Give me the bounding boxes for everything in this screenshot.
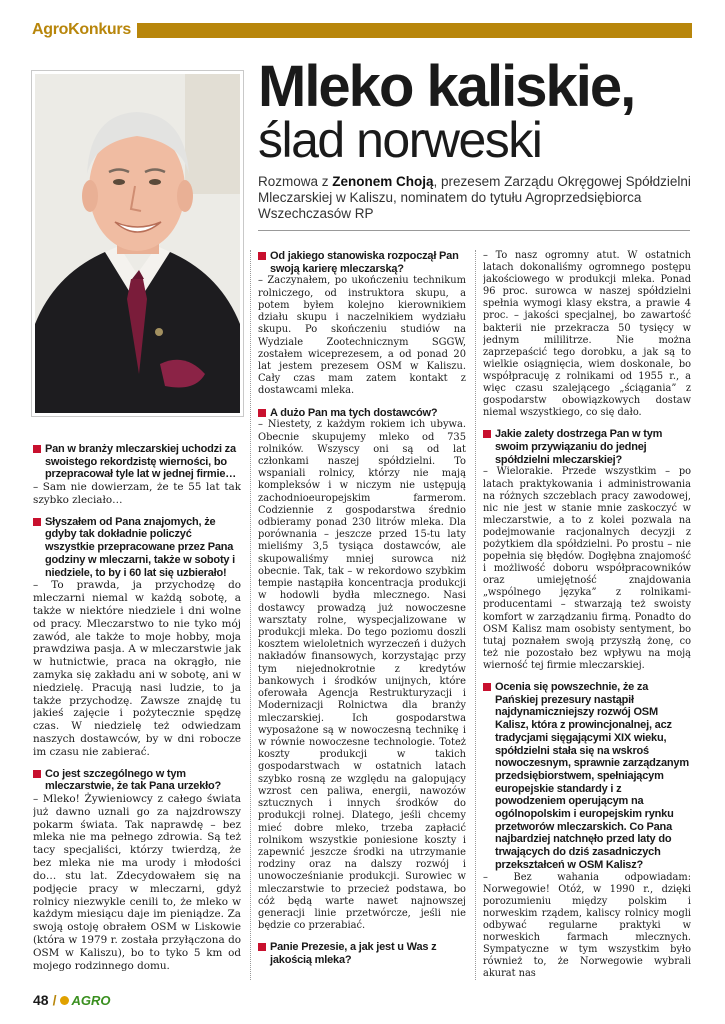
interview-answer: – Niestety, z każdym rokiem ich ubywa. Obecnie skupujemy mleko od 735 rolników. Wszyscy oni są od lat członkami naszej spółdzielni. To wspaniali rolnicy, którzy nie mają kompleksów i w niczym nie ustępują zachodnioeuropejskim farmerom. Codziennie z gospodarstwa średnio odbieramy ponad 230 litrów mleka. Dla porównania – jeszcze przed 15-tu laty mieliśmy 3,5 tysiąca dostawców, ale skupowaliśmy mniej surowca niż obecnie. Tak, tak – w rekordowo szybkim tempie nastąpiła koncentracja produkcji w hodowli bydła mlecznego. Nasi dostawcy prowadzą już nowoczesne warsztaty rolne, wyspecjalizowane w produkcji mleka. Do tego poziomu doszli kosztem wieloletnich wyrzeczeń i dużych nakładów finansowych, korzystając przy tym niejednokrotnie z kredytów bankowych i środków unijnych, które oferowała Agencja Restrukturyzacji i Modernizacji Rolnictwa dla branży mleczarskiej. Ich gospodarstwa wyposażone są w nowoczesną technikę i w równie nowoczesne technologie. Toteż koszty produkcji w takich gospodarstwach w ostatnich latach szybko rosną ze względu na galopujący wzrost cen paliwa, energii, nawozów sztucznych i innych środków do produkcji rolnej. Dlatego, jeśli chcemy mieć dobre mleko, trzeba zapłacić rolnikom wszystkie poniesione koszty i zapewnić jeszcze środki na utrzymanie rodziny oraz na dalszy rozwój i unowocześnianie produkcji. Surowiec w mleczarstwie to przecież podstawa, bo cóż będą warte nawet najnowszej generacji linie przetwórcze, jeśli nie będzie co przerabiać. [258, 419, 466, 932]
interview-question [483, 428, 691, 466]
interviewee-name: Zenonem Choją [332, 174, 434, 189]
interview-question [33, 768, 241, 793]
question-text: Co jest szczególnego w tym mleczarstwie, że tak Pana urzekło? [45, 767, 221, 793]
question-bullet-icon [258, 943, 266, 951]
question-bullet-icon [483, 683, 491, 691]
question-text: Jakie zalety dostrzega Pan w tym swoim przywiązaniu do jednej spółdzielni mleczarskiej? [495, 428, 663, 466]
question-bullet-icon [483, 430, 491, 438]
article-column-2 [258, 250, 466, 980]
magazine-logo [60, 993, 110, 1008]
interview-question [33, 443, 241, 481]
interview-answer: – Bez wahania odpowiadam: Norwegowie! Otóż, w 1990 r., dzięki porozumieniu między polskim i norweskim rządem, kaliscy rolnicy mogli odbywać regularne praktyki w norweskich farmach mlecznych. Sympatyczne w tym wszystkim było również to, że Norwegowie wybrali akurat nas [483, 871, 691, 980]
question-text: Słyszałem od Pana znajomych, że gdyby tak dokładnie policzyć wszystkie przepracowane przez Pana godziny w mleczarni, także w soboty i niedziele, to by i 60 lat się uzbierało! [45, 515, 236, 579]
interview-answer: – Wielorakie. Przede wszystkim – po latach praktykowania i administrowania na różnych szczeblach pracy zawodowej, nic nie jest w stanie mnie zaskoczyć w mleczarstwie, a to z kolei pozwala na podejmowanie racjonalnych decyzji z pożytkiem dla spółdzielni. Po prostu – nie popełnia się błędów. Dogłębna znajomość i możliwość doboru współpracowników oraz umiejętność znajdowania „wspólnego języka” z rolnikami-producentami – stwarzają też swoisty komfort w zarządzaniu firmą. Ponadto do OSM Kalisz mam osobisty sentyment, bo tutaj poznałem swoją przyszłą żonę, co też nie pozostało bez wpływu na moją wierność tej firmie mleczarskiej. [483, 466, 691, 671]
question-text: Pan w branży mleczarskiej uchodzi za swoistego rekordzistę wierności, bo przepracował tyle lat w jednej firmie… [45, 443, 237, 481]
question-bullet-icon [258, 409, 266, 417]
page-footer [33, 992, 110, 1008]
section-header [32, 20, 692, 40]
lead-suffix: , prezesem Zarządu Okręgowej Spółdzielni Mleczarskiej w Kaliszu, nominatem do tytułu Agroprzedsiębiorca Wszechczasów RP [258, 174, 691, 221]
interview-question [33, 516, 241, 580]
portrait-illustration [35, 74, 240, 413]
question-bullet-icon [33, 770, 41, 778]
question-text: Od jakiego stanowiska rozpoczął Pan swoją karierę mleczarską? [270, 250, 459, 275]
article-column-1 [33, 443, 241, 981]
interview-question [258, 941, 466, 966]
interview-answer: – Mleko! Żywieniowcy z całego świata już dawno uznali go za najzdrowszy pokarm świata. Tak naprawdę – bez mleka nie ma pełnego zdrowia. Są też tacy specjaliści, którzy twierdzą, że bez mleka nie ma urody i młodości do… stu lat. Zdecydowałem się na podjęcie pracy w mleczarni, gdyż rolnicy niezwykle cenili to, że mleko w każdym miesiącu daje im pieniądze. Za swoją ostoję obrałem OSM w Liskowie (która w 1979 r. została przyłączona do OSM w Kaliszu), bo to tyko 5 km od mojego rodzinnego domu. [33, 793, 241, 972]
logo-dot-icon [60, 996, 69, 1005]
question-bullet-icon [33, 518, 41, 526]
section-title: AgroKonkurs [32, 21, 131, 38]
section-bar [137, 23, 692, 38]
headline-line-2: ślad norweski [258, 112, 542, 168]
headline-line-1: Mleko kaliskie, [258, 54, 635, 119]
question-bullet-icon [33, 445, 41, 453]
question-text: Panie Prezesie, a jak jest u Was z jakością mleka? [270, 941, 437, 967]
interview-question [258, 250, 466, 275]
interview-answer: – To prawda, ja przychodzę do mleczarni niemal w każdą sobotę, a także w niektóre niedziele i dni wolne od pracy. Mleczarstwo to nie tyko mój zawód, ale także to moje hobby, moja prawdziwa pasja. A w mleczarstwie jak w hutnictwie, praca na okrągło, nie zamyka się zakładu ani w sobotę, ani w niedzielę. Pracują nasi ludzie, to ja także przychodzę. Zawsze znajdę tu jakieś zajęcie i pożytecznie spędzę czas. W niedzielę też odwiedzam naszych dostawców, by w dni robocze im czasu nie zabierać. [33, 579, 241, 758]
question-bullet-icon [258, 252, 266, 260]
interview-answer: – To nasz ogromny atut. W ostatnich latach dokonaliśmy ogromnego postępu jakościowego w produkcji mleka. Ponad 96 proc. surowca w naszej spółdzielni spełnia wymogi klasy ekstra, a prawie 4 proc. – jakości specjalnej, bo zawartość bakterii nie przekracza 50 tysięcy w jednym mililitrze. Nie można zaprzepaścić tego dorobku, a jak są to wielkie osiągnięcia, wiem doskonale, bo współpracuję z rolnikami od 1955 r., a więc czasu szalejącego „ściągania” z gospodarstw obowiązkowych dostaw niemal wszystkiego, co się dało. [483, 250, 691, 419]
question-text: Ocenia się powszechnie, że za Pańskiej prezesury nastąpił najdynamiczniejszy rozwój OSM Kalisz, która z prowincjonalnej, acz tradycjami sięgającymi XIX wieku, spółdzielni stała się na wskroś nowoczesnym, sprawnie zarządzanym przedsiębiorstwem, spełniającym europejskie standardy i z powodzeniem operującym na ogólnopolskim i europejskim rynku przetworów mleczarskich. Co Pana najbardziej natchnęło przed laty do trwających do dziś zasadniczych przekształceń w OSM Kalisz? [495, 681, 689, 871]
interview-question [483, 681, 691, 872]
question-text: A dużo Pan ma tych dostawców? [270, 406, 438, 419]
lead-divider [258, 230, 690, 231]
magazine-name: AGRO [71, 992, 111, 1008]
interview-answer: – Zaczynałem, po ukończeniu technikum rolniczego, od instruktora skupu, a potem byłem kolejno kierownikiem działu skupu i naczelnikiem wydziału skupu. Po skończeniu studiów na Wydziale Zootechnicznym SGGW, zostałem wiceprezesem, a od ponad 20 lat jestem prezesem OSM w Kaliszu. Cały czas mam zatem kontakt z dostawcami mleka. [258, 275, 466, 397]
interview-question [258, 407, 466, 420]
footer-slash: / [52, 992, 57, 1008]
article-column-3 [483, 250, 691, 980]
interviewee-photo [32, 71, 243, 416]
article-lead [258, 174, 698, 222]
lead-prefix: Rozmowa z [258, 174, 333, 189]
interview-answer: – Sam nie dowierzam, że te 55 lat tak szybko zleciało… [33, 481, 241, 506]
column-divider [475, 250, 476, 980]
page-number: 48 [33, 992, 49, 1008]
column-divider [250, 250, 251, 980]
